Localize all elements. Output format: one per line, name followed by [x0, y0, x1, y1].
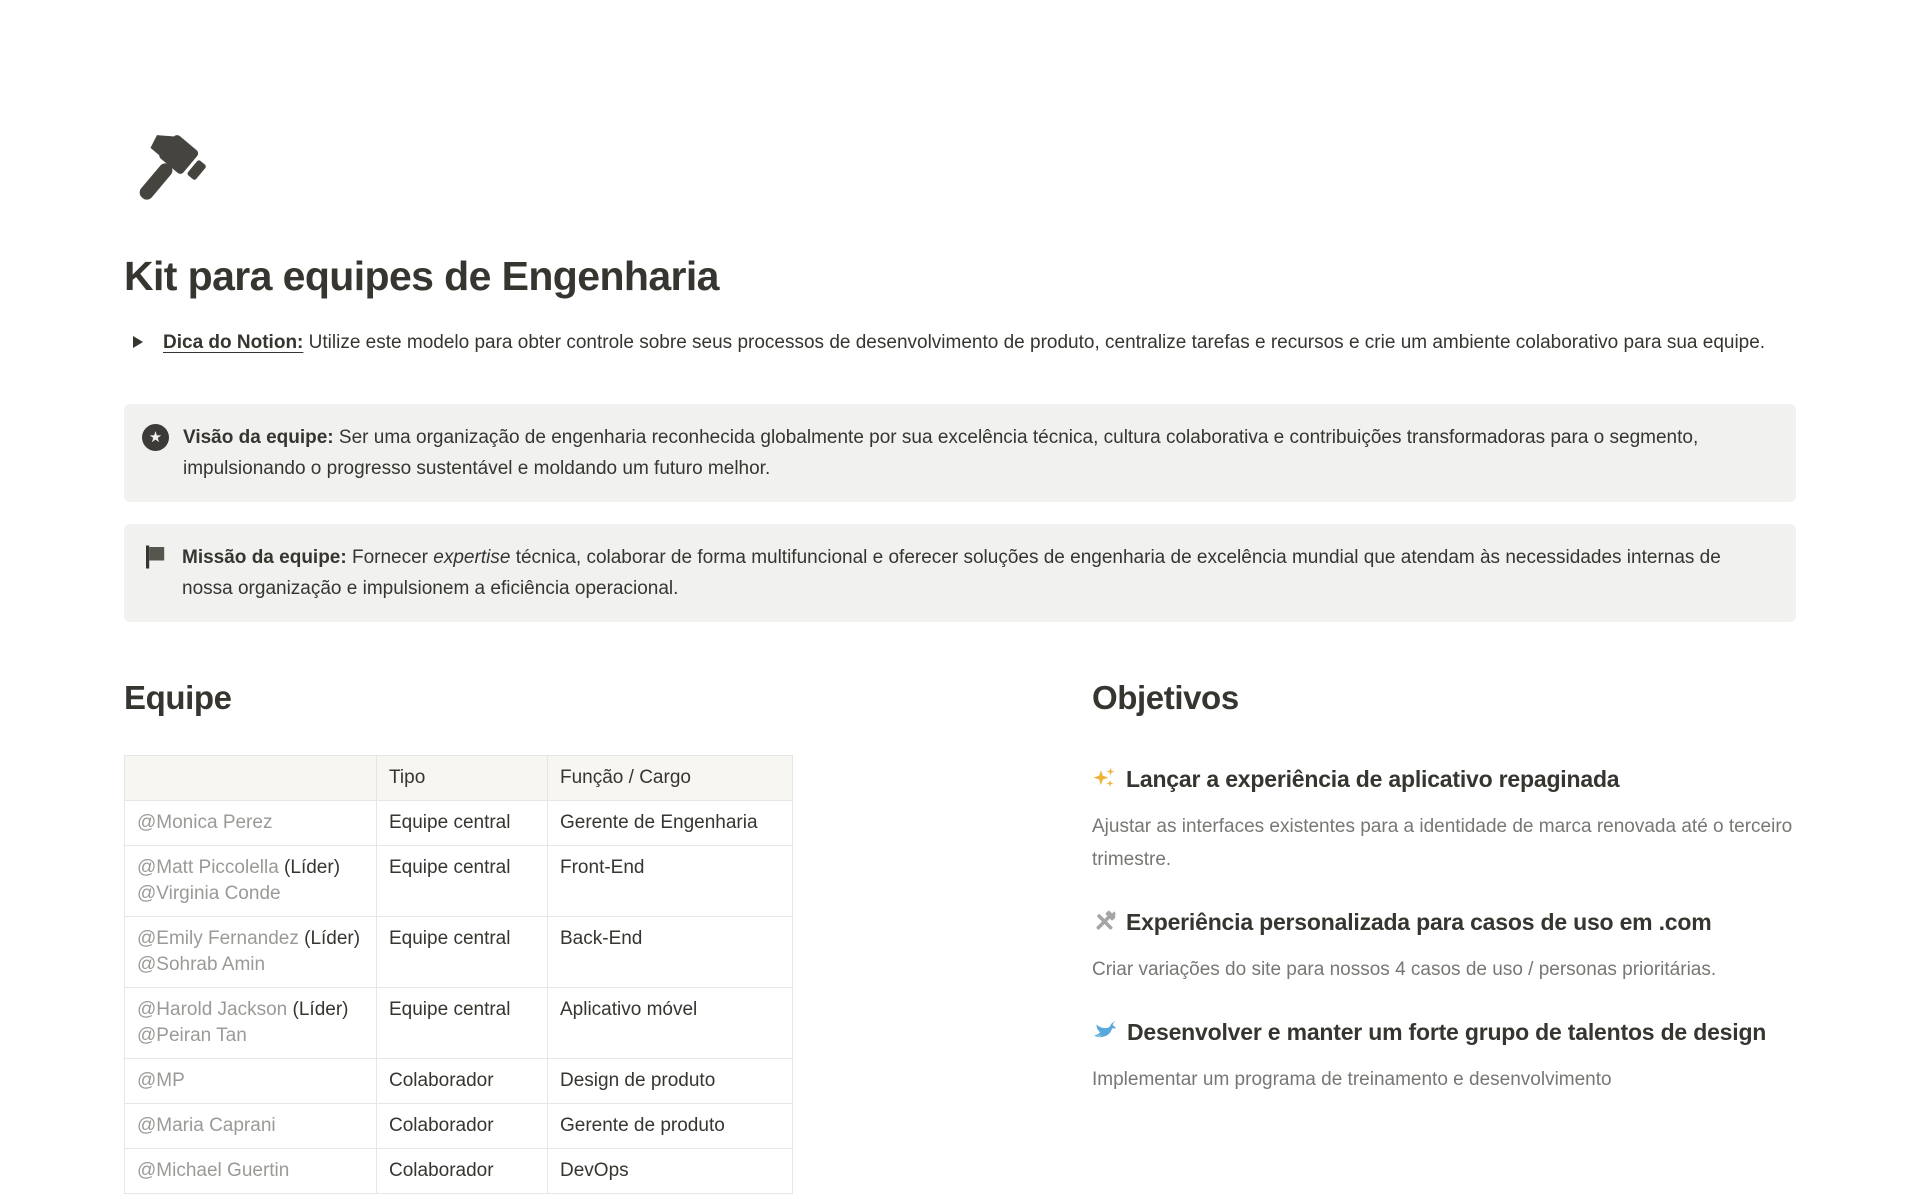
goal-description: Implementar um programa de treinamento e desenvolvimento [1092, 1069, 1612, 1090]
team-table [124, 755, 793, 1194]
tip-text: Utilize este modelo para obter controle sobre seus processos de desenvolvimento de produto, centralize tarefas e recursos e crie um ambiente colaborativo para sua equipe. [308, 332, 1766, 353]
table-row: @Maria Caprani Colaborador Gerente de produto [125, 1104, 793, 1149]
callout-mission [124, 524, 1796, 622]
sparkles-icon [1092, 766, 1117, 800]
flag-icon [142, 544, 168, 604]
mention[interactable]: @Emily Fernandez [137, 928, 299, 949]
table-row: @Matt Piccolella (Líder) @Virginia Conde Equipe central Front-End [125, 846, 793, 917]
goals-heading: Objetivos [1092, 679, 1239, 716]
mention[interactable]: @Harold Jackson [137, 999, 288, 1020]
header-cell-cargo[interactable]: Função / Cargo [548, 756, 793, 801]
hammer-icon[interactable] [124, 133, 206, 215]
table-row: @Michael Guertin Colaborador DevOps [125, 1149, 793, 1194]
toggle-triangle-icon[interactable] [133, 336, 143, 348]
table-row: @Harold Jackson (Líder) @Peiran Tan Equipe central Aplicativo móvel [125, 988, 793, 1059]
mention[interactable]: @Virginia Conde [137, 883, 281, 904]
callout-mission-text: Missão da equipe: Fornecer expertise técnica, colaborar de forma multifuncional e oferecer soluções de engenharia de excelência mundial que atendam às necessidades internas de nossa organização e impulsionem a eficiência operacional. [182, 547, 1721, 599]
dolphin-icon [1092, 1018, 1118, 1053]
mention[interactable]: @Michael Guertin [137, 1160, 290, 1181]
mention[interactable]: @Monica Perez [137, 812, 273, 833]
columns-container [124, 677, 1796, 1194]
callout-vision [124, 404, 1796, 502]
mention[interactable]: @Sohrab Amin [137, 954, 266, 975]
table-row: @Monica Perez Equipe central Gerente de Engenharia [125, 801, 793, 846]
hammer-wrench-icon [1092, 909, 1117, 943]
header-cell-tipo[interactable]: Tipo [377, 756, 548, 801]
goal-item [1092, 763, 1796, 876]
table-row: @Emily Fernandez (Líder) @Sohrab Amin Equipe central Back-End [125, 917, 793, 988]
goals-section [1092, 677, 1796, 1194]
callout-vision-text: Visão da equipe: Ser uma organização de engenharia reconhecida globalmente por sua excelência técnica, cultura colaborativa e contribuições transformadoras para o segmento, impulsionando o progresso sustentável e moldando um futuro melhor. [183, 427, 1699, 479]
goal-item [1092, 1016, 1796, 1096]
goal-title: Experiência personalizada para casos de uso em .com [1092, 906, 1796, 943]
notion-tip-toggle [124, 327, 1796, 358]
team-section [124, 677, 1000, 1194]
goal-description: Ajustar as interfaces existentes para a identidade de marca renovada até o terceiro trimestre. [1092, 816, 1793, 870]
tip-label[interactable]: Dica do Notion: [163, 332, 304, 353]
mention[interactable]: @Peiran Tan [137, 1025, 247, 1046]
notion-page [0, 133, 1920, 1194]
goal-description: Criar variações do site para nossos 4 casos de uso / personas prioritárias. [1092, 959, 1717, 980]
mention[interactable]: @Maria Caprani [137, 1115, 276, 1136]
goal-item [1092, 906, 1796, 986]
mention[interactable]: @Matt Piccolella [137, 857, 279, 878]
mention[interactable]: @MP [137, 1070, 185, 1091]
table-row: @MP Colaborador Design de produto [125, 1059, 793, 1104]
page-title: Kit para equipes de Engenharia [124, 253, 719, 299]
table-header-row [125, 756, 793, 801]
star-circle-icon: ★ [142, 424, 169, 484]
team-heading: Equipe [124, 679, 232, 716]
goal-title: Desenvolver e manter um forte grupo de talentos de design [1092, 1016, 1796, 1053]
goal-title: Lançar a experiência de aplicativo repaginada [1092, 763, 1796, 800]
header-cell-members[interactable] [125, 756, 377, 801]
